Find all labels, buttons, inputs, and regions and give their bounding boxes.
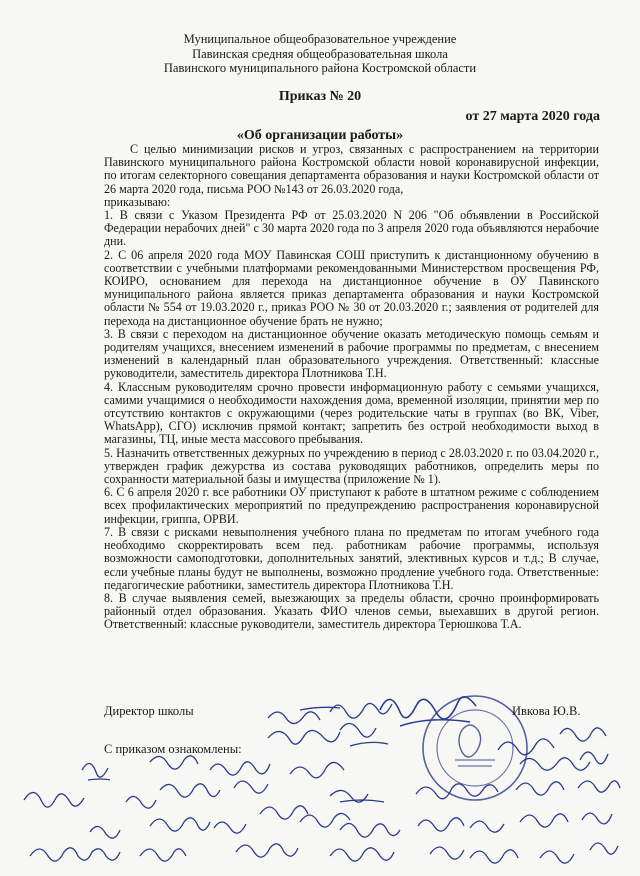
director-signature [380,697,476,726]
order-item-7: 7. В связи с рисками невыполнения учебного плана по предметам по итогам учебного года необходимо скорректировать всем пед. работникам рабочие программы, используя возможности самоподготовки, дополнительных занятий, элективных курсов и т.д.; В случае, если учебные планы будут не выполнены, возможно продление учебного года. Ответственные: педагогические работники, заместитель директора Плотникова Т.Н. [104,524,599,592]
order-item-3: 3. В связи с переходом на дистанционное обучение оказать методическую помощь семьям и родителям учащихся, внесением изменений в рабочие программы по предметам, с внесением изменений в календарный план образовательного учреждения. Ответственный: классные руководители, заместитель директора Плотникова Т.Н. [104,326,599,381]
order-date: от 27 марта 2020 года [465,109,600,124]
header-line-3: Павинского муниципального района Костромской области [163,61,477,75]
director-label: Директор школы [104,704,194,718]
header-line-2: Павинская средняя общеобразовательная школа [192,46,448,61]
order-title: Приказ № 20 [278,89,362,104]
order-body [104,143,599,632]
order-item-5: 5. Назначить ответственных дежурных по учреждению в период с 28.03.2020 г. по 03.04.2020 г., утвержден график дежурства из состава руководящих работников, определить меры по сохранности материальной базы и имущества (приложение № 1). [104,445,599,487]
order-subject: «Об организации работы» [236,128,404,143]
order-item-4: 4. Классным руководителям срочно провести информационную работу с семьями учащихся, самими учащимися о необходимости нахождения дома, временной изоляции, принятии мер по отсутствию контактов с окружающими (через родительские чаты в группах (во ВК, Viber, WhatsApp), СГО) исключив прямой контакт; запретить без острой необходимости выход в магазины, ТЦ, иные места массового пребывания. [104,379,599,447]
order-item-1: 1. В связи с Указом Президента РФ от 25.03.2020 N 206 "Об объявлении в Российской Федерации нерабочих дней" с 30 марта 2020 года по 3 апреля 2020 года объявляются нерабочие дни. [104,208,599,249]
order-item-8: 8. В случае выявления семей, выезжающих за пределы области, срочно проинформировать районный отдел образования. Указать ФИО членов семьи, выехавших в другой регион. Ответственный: классные руководители, заместитель директора Терюшкова Т.А. [104,590,599,632]
acquainted-label: С приказом ознакомлены: [104,742,242,756]
institution-header [0,32,640,76]
order-intro: С целью минимизации рисков и угроз, связанных с распространением на территории Павинского муниципального района Костромской области новой коронавирусной инфекции, по итогам селекторного совещания департамента образования и науки Костромской области от 26 марта 2020 года, письма РОО №143 от 26.03.2020 года, [104,142,599,196]
order-word: приказываю: [104,194,171,209]
order-item-6: 6. С 6 апреля 2020 г. все работники ОУ приступают к работе в штатном режиме с соблюдением всех профилактических мероприятий по предупреждению распространения коронавирусной инфекции, гриппа, ОРВИ. [104,485,599,526]
staff-signatures [24,703,620,863]
header-line-1: Муниципальное общеобразовательное учреждение [183,32,457,46]
order-item-2: 2. С 06 апреля 2020 года МОУ Павинская СОШ приступить к дистанционному обучению в соответствии с учебными платформами рекомендованными Министерством просвещения РФ, КОИРО, основанием для перехода на дистанционное обучение в ОУ Павинского муниципального района является приказ департамента образования и науки Костромской области № 554 от 19.03.2020 г., приказ РОО № 30 от 20.03.2020 г.; заявления от родителей для перехода на дистанционное обучение брать не нужно; [104,247,599,328]
director-name: Ивкова Ю.В. [512,704,581,718]
